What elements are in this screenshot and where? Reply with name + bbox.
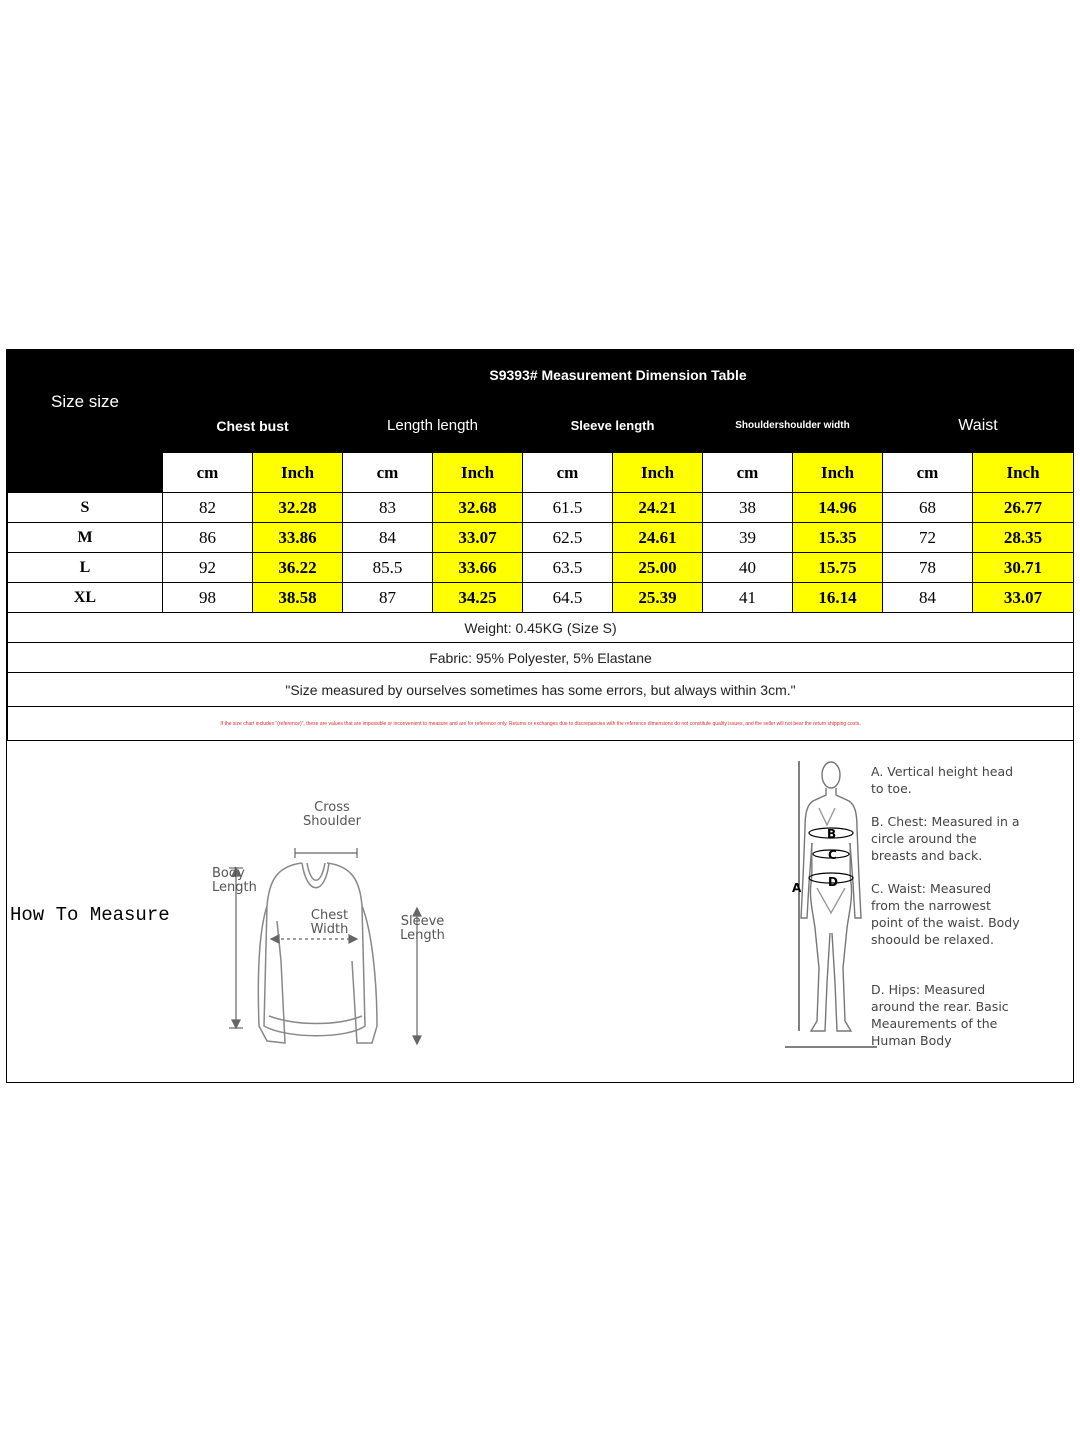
unit-cm: cm (343, 453, 433, 493)
size-cell: L (8, 553, 163, 583)
group-header-chest: Chest bust (163, 399, 343, 453)
how-to-measure-label: How To Measure (10, 904, 170, 926)
group-header-sleeve: Sleeve length (523, 399, 703, 453)
value-cell: 72 (883, 523, 973, 553)
value-cell: 15.35 (793, 523, 883, 553)
value-cell: 38 (703, 493, 793, 523)
value-cell: 86 (163, 523, 253, 553)
value-cell: 32.68 (433, 493, 523, 523)
value-cell: 98 (163, 583, 253, 613)
unit-cm: cm (883, 453, 973, 493)
unit-cm: cm (163, 453, 253, 493)
value-cell: 25.39 (613, 583, 703, 613)
value-cell: 32.28 (253, 493, 343, 523)
value-cell: 38.58 (253, 583, 343, 613)
unit-row-spacer (8, 453, 163, 493)
value-cell: 41 (703, 583, 793, 613)
unit-inch: Inch (613, 453, 703, 493)
value-cell: 84 (883, 583, 973, 613)
value-cell: 83 (343, 493, 433, 523)
body-note-a: A. Vertical height head to toe. (871, 764, 1014, 796)
size-cell: S (8, 493, 163, 523)
chest-width-label: Chest Width (310, 908, 349, 937)
how-to-measure-section (7, 741, 1073, 1082)
group-header-waist: Waist (883, 399, 1074, 453)
value-cell: 68 (883, 493, 973, 523)
body-letter-d: D (828, 875, 838, 889)
disclaimer-line: If the size chart includes "(reference)", these are values that are impossible or inconvenient to measure and are for reference only. Returns or exchanges due to discrepancies with the reference dimensions do not constitute quality issues, and the seller will not bear the return shipping costs. (8, 707, 1074, 741)
value-cell: 26.77 (973, 493, 1074, 523)
value-cell: 28.35 (973, 523, 1074, 553)
value-cell: 33.86 (253, 523, 343, 553)
sleeve-length-label: Sleeve Length (400, 914, 445, 943)
table-row (8, 493, 1074, 523)
size-column-header: Size size (8, 351, 163, 453)
error-note-line: "Size measured by ourselves sometimes has some errors, but always within 3cm." (8, 673, 1074, 707)
value-cell: 39 (703, 523, 793, 553)
value-cell: 24.61 (613, 523, 703, 553)
group-header-shoulder: Shouldershoulder width (703, 399, 883, 453)
value-cell: 82 (163, 493, 253, 523)
body-letter-c: C (828, 848, 837, 862)
value-cell: 63.5 (523, 553, 613, 583)
value-cell: 36.22 (253, 553, 343, 583)
value-cell: 14.96 (793, 493, 883, 523)
group-header-length: Length length (343, 399, 523, 453)
body-note-b: B. Chest: Measured in a circle around the breasts and back. (871, 814, 1020, 863)
fabric-line: Fabric: 95% Polyester, 5% Elastane (8, 643, 1074, 673)
unit-inch: Inch (253, 453, 343, 493)
value-cell: 33.07 (433, 523, 523, 553)
value-cell: 78 (883, 553, 973, 583)
value-cell: 85.5 (343, 553, 433, 583)
value-cell: 25.00 (613, 553, 703, 583)
value-cell: 40 (703, 553, 793, 583)
value-cell: 15.75 (793, 553, 883, 583)
size-chart-sheet (6, 349, 1074, 1083)
value-cell: 33.07 (973, 583, 1074, 613)
body-letter-a: A (792, 881, 802, 895)
unit-inch: Inch (793, 453, 883, 493)
value-cell: 62.5 (523, 523, 613, 553)
body-note-c: C. Waist: Measured from the narrowest point of the waist. Body shoould be relaxed. (871, 881, 1020, 947)
unit-cm: cm (703, 453, 793, 493)
table-row (8, 553, 1074, 583)
value-cell: 87 (343, 583, 433, 613)
value-cell: 30.71 (973, 553, 1074, 583)
size-cell: M (8, 523, 163, 553)
value-cell: 34.25 (433, 583, 523, 613)
table-row (8, 523, 1074, 553)
value-cell: 92 (163, 553, 253, 583)
cross-shoulder-label: Cross Shoulder (303, 800, 361, 829)
value-cell: 16.14 (793, 583, 883, 613)
value-cell: 64.5 (523, 583, 613, 613)
body-figure-diagram (777, 753, 877, 1053)
body-length-label: Body Length (212, 866, 257, 895)
table-row (8, 583, 1074, 613)
body-note-d: D. Hips: Measured around the rear. Basic Meaurements of the Human Body (871, 982, 1009, 1048)
value-cell: 84 (343, 523, 433, 553)
body-letter-b: B (827, 827, 837, 841)
value-cell: 24.21 (613, 493, 703, 523)
value-cell: 33.66 (433, 553, 523, 583)
measurement-table (7, 350, 1074, 741)
table-title: S9393# Measurement Dimension Table (163, 351, 1074, 399)
unit-inch: Inch (973, 453, 1074, 493)
unit-cm: cm (523, 453, 613, 493)
unit-inch: Inch (433, 453, 523, 493)
size-cell: XL (8, 583, 163, 613)
value-cell: 61.5 (523, 493, 613, 523)
weight-line: Weight: 0.45KG (Size S) (8, 613, 1074, 643)
